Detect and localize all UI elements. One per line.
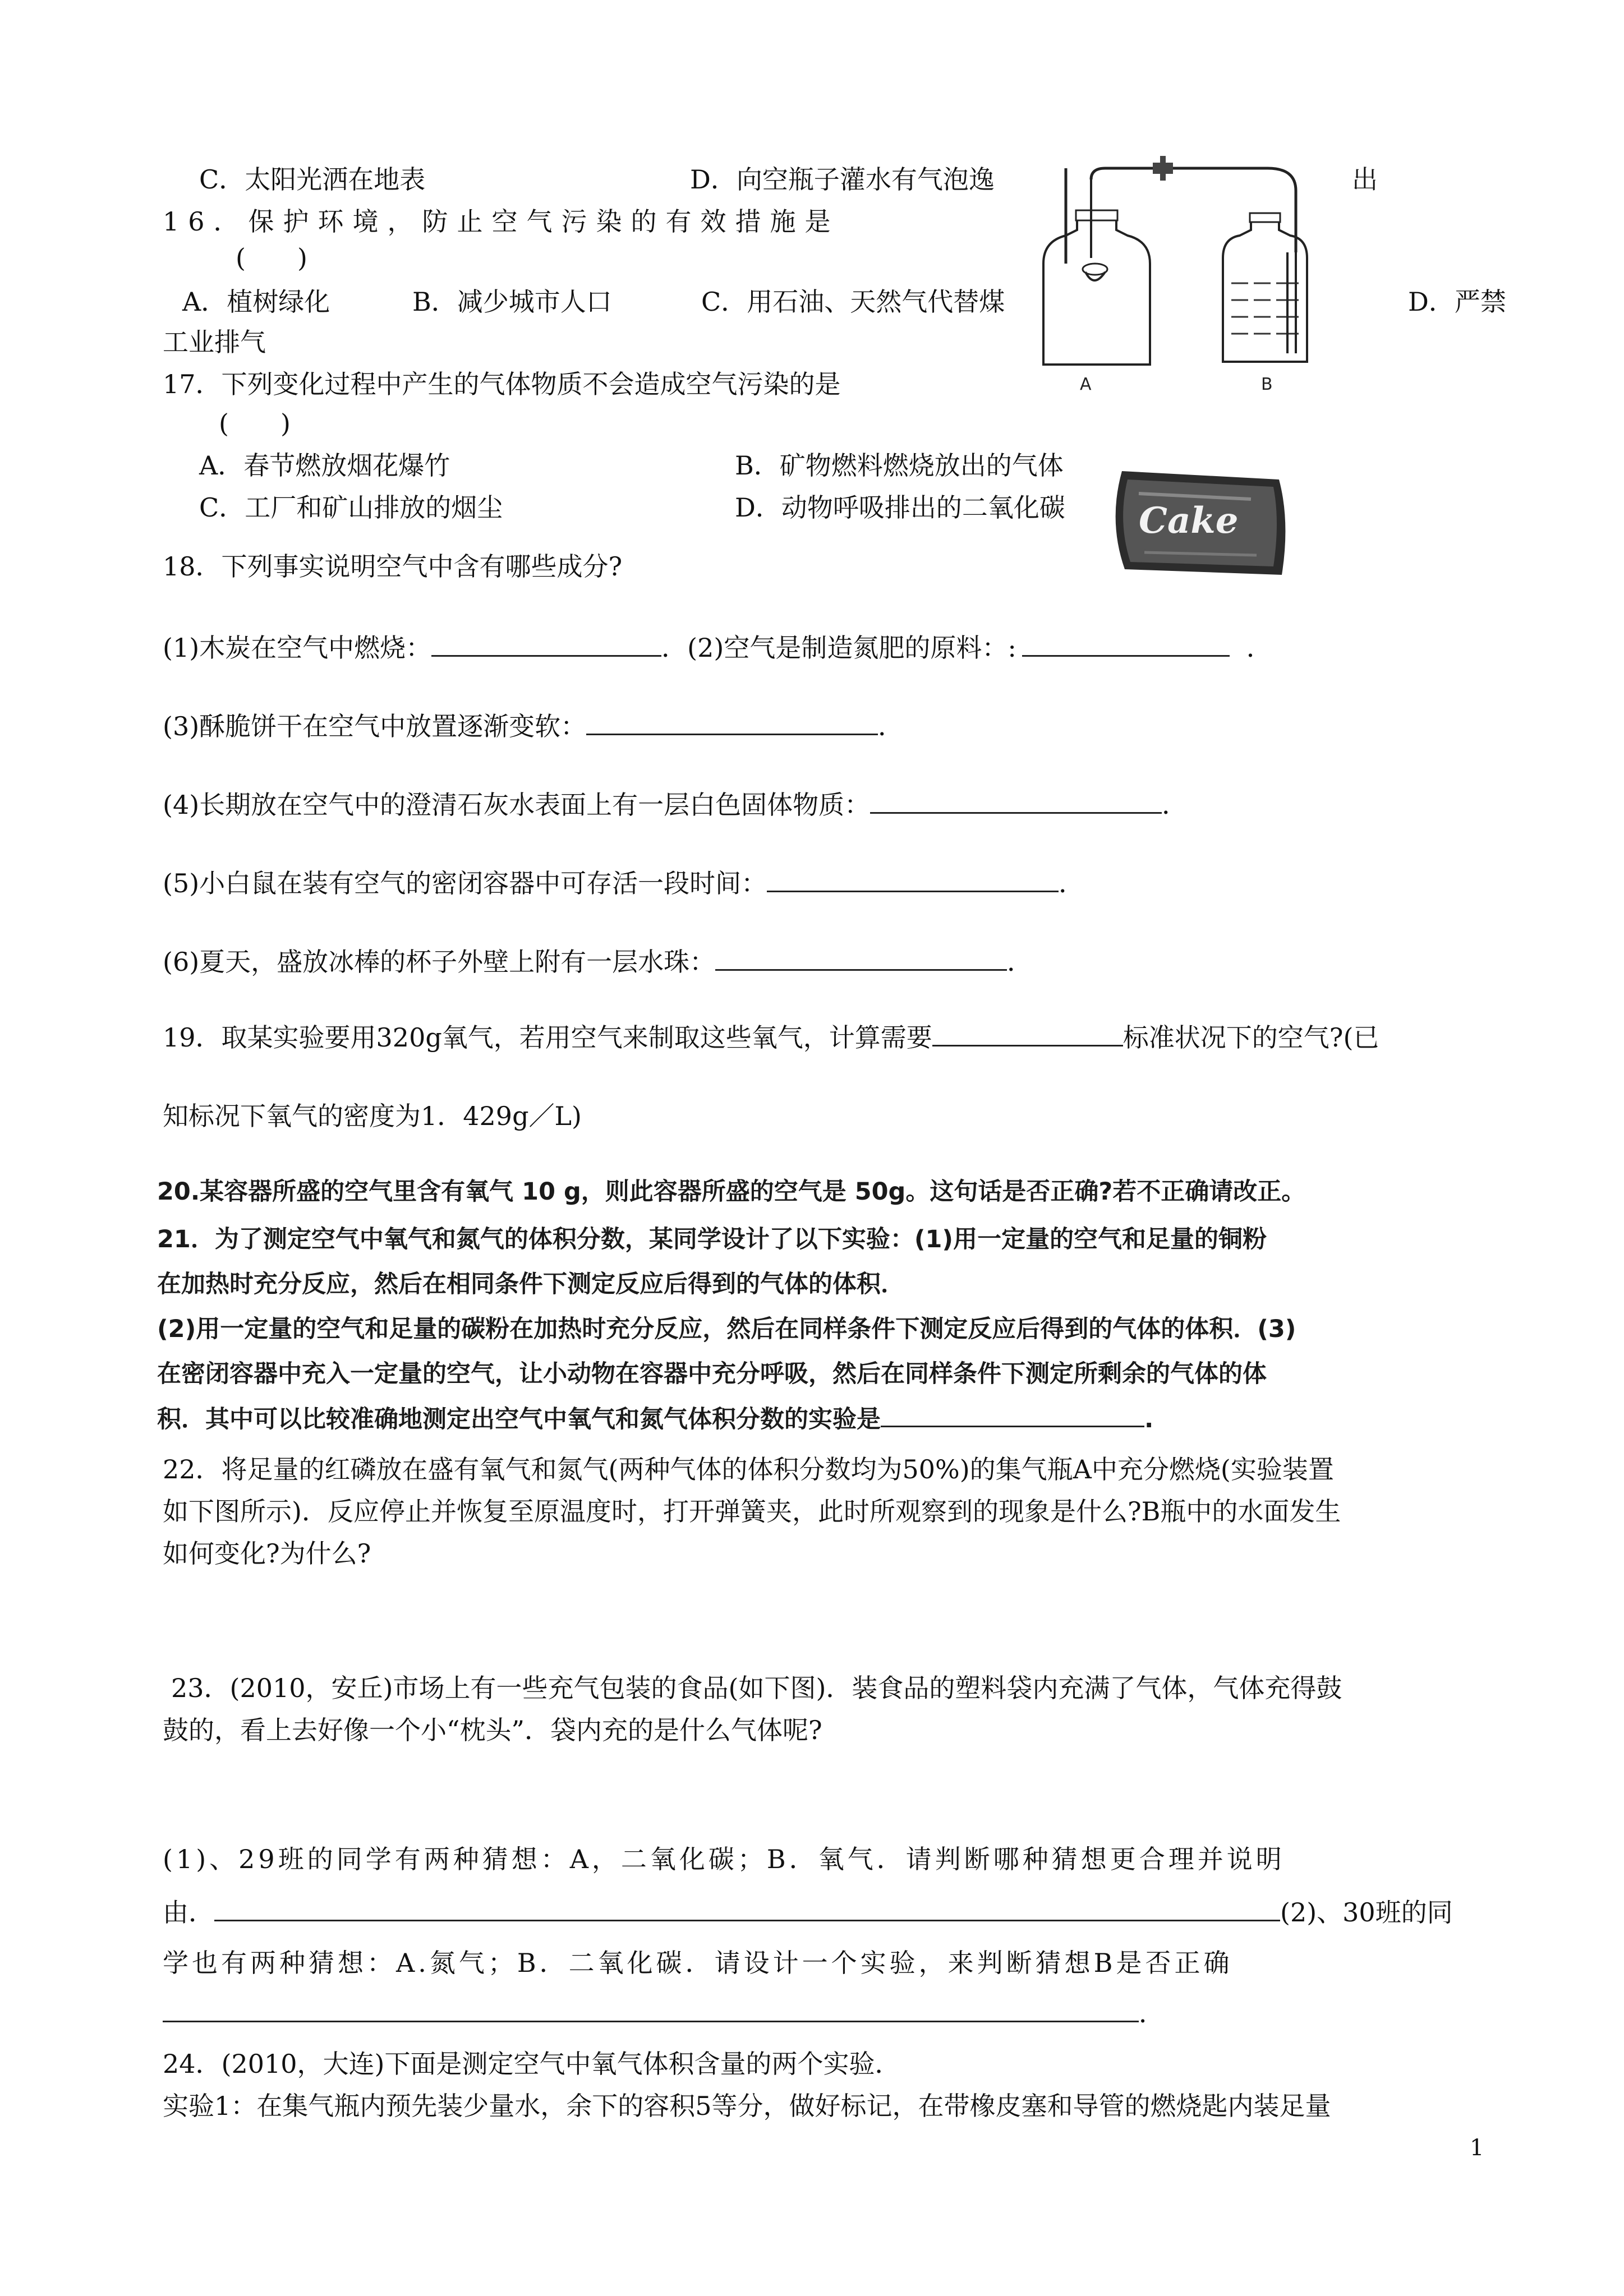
q17-paren: ( ) (219, 408, 291, 439)
q18-item4-end: ． (1162, 790, 1188, 820)
q16-option-d: D．严禁 (1408, 287, 1506, 317)
q22-line2: 如下图所示)．反应停止并恢复至原温度时，打开弹簧夹，此时所观察到的现象是什么?B瓶中的水面发生 (163, 1496, 1341, 1527)
q21-line5-end: . (1144, 1405, 1154, 1433)
q18-item2-end: ． (1246, 633, 1272, 663)
q18-item3-blank[interactable] (586, 710, 878, 735)
q18-item4-text: (4)长期放在空气中的澄清石灰水表面上有一层白色固体物质： (163, 790, 871, 820)
q18-item3-text: (3)酥脆饼干在空气中放置逐渐变软： (163, 711, 587, 741)
q24-line2: 实验1：在集气瓶内预先装少量水，余下的容积5等分，做好标记，在带橡皮塞和导管的燃烧匙内装足量 (163, 2091, 1331, 2121)
q24-line1: 24．(2010，大连)下面是测定空气中氧气体积含量的两个实验． (163, 2049, 901, 2079)
q16-stem: 16．保护环境，防止空气污染的有效措施是 (163, 206, 840, 237)
q21-line2: 在加热时充分反应，然后在相同条件下测定反应后得到的气体的体积． (157, 1270, 905, 1298)
q18-item5 (163, 866, 1084, 900)
q21-line5 (157, 1402, 1153, 1436)
bag-logo-text: Cake (1139, 500, 1239, 542)
page-number: 1 (1470, 2135, 1484, 2161)
q18-item6-blank[interactable] (715, 946, 1007, 971)
apparatus-figure (1032, 151, 1380, 398)
bottle-a-label: A (1080, 375, 1092, 394)
q15-option-c: C．太阳光洒在地表 (199, 164, 426, 195)
q19-line1 (163, 1021, 1379, 1054)
q20-text: 20.某容器所盛的空气里含有氧气 10 g，则此容器所盛的空气是 50g。这句话是否正确?若不正确请改正。 (157, 1178, 1306, 1206)
q18-item1 (163, 631, 1272, 665)
q15-option-d-tail: 出 (1352, 164, 1378, 195)
q18-item2-blank[interactable] (1022, 631, 1230, 657)
q18-item5-text: (5)小白鼠在装有空气的密闭容器中可存活一段时间： (163, 868, 767, 898)
q23-line6-end: ． (1139, 1998, 1165, 2028)
q23-line6 (163, 1997, 1165, 2030)
q19-line1-tail: 标准状况下的空气?(已 (1122, 1022, 1379, 1053)
q16-option-b: B．减少城市人口 (412, 287, 612, 317)
q21-line5-text: 积．其中可以比较准确地测定出空气中氧气和氮气体积分数的实验是 (157, 1405, 881, 1433)
q18-item4 (163, 788, 1188, 822)
q23-line3: (1)、29班的同学有两种猜想：A，二氧化碳；B．氧气．请判断哪种猜想更合理并说明 (163, 1844, 1285, 1874)
q18-item3 (163, 709, 904, 743)
q23-line2: 鼓的，看上去好像一个小“枕头”．袋内充的是什么气体呢? (163, 1715, 822, 1745)
q23-experiment-blank[interactable] (163, 1997, 1139, 2022)
q23-line1: 23．(2010，安丘)市场上有一些充气包装的食品(如下图)．装食品的塑料袋内充满了气体，气体充得鼓 (171, 1673, 1342, 1703)
q22-line1: 22．将足量的红磷放在盛有氧气和氮气(两种气体的体积分数均为50%)的集气瓶A中充分燃烧(实验装置 (163, 1454, 1334, 1484)
q16-option-c: C．用石油、天然气代替煤 (701, 287, 1005, 317)
q18-item4-blank[interactable] (870, 789, 1162, 814)
q22-line3: 如何变化?为什么? (163, 1538, 371, 1569)
q17-stem: 17．下列变化过程中产生的气体物质不会造成空气污染的是 (163, 369, 841, 399)
q21-blank[interactable] (881, 1402, 1144, 1427)
q16-option-d-cont: 工业排气 (163, 327, 266, 357)
q18-item6 (163, 945, 1033, 979)
q23-reason-blank[interactable] (214, 1896, 1280, 1921)
q18-item6-text: (6)夏天，盛放冰棒的杯子外壁上附有一层水珠： (163, 947, 716, 977)
bottle-b-label: B (1261, 375, 1273, 394)
q21-line4: 在密闭容器中充入一定量的空气，让小动物在容器中充分呼吸，然后在同样条件下测定所剩余的气体的体 (157, 1360, 1267, 1388)
q21-line3: (2)用一定量的空气和足量的碳粉在加热时充分反应，然后在同样条件下测定反应后得到的气体的体积．(3) (157, 1315, 1296, 1343)
q18-item1-text: (1)木炭在空气中燃烧： (163, 633, 432, 663)
q19-line1-text: 19．取某实验要用320g氧气，若用空气来制取这些氧气，计算需要 (163, 1022, 932, 1053)
q17-option-d: D．动物呼吸排出的二氧化碳 (735, 492, 1065, 523)
q18-item5-blank[interactable] (767, 867, 1059, 892)
q17-option-c: C．工厂和矿山排放的烟尘 (199, 492, 503, 523)
q18-stem: 18．下列事实说明空气中含有哪些成分? (163, 551, 623, 582)
q19-line2: 知标况下氧气的密度为1．429g／L) (163, 1101, 582, 1131)
q16-paren: ( ) (236, 243, 307, 273)
q23-line4-text: 由． (163, 1897, 214, 1928)
snack-bag-figure (1105, 460, 1290, 589)
q23-line5: 学也有两种猜想：A.氮气；B．二氧化碳．请设计一个实验，来判断猜想B是否正确 (163, 1948, 1233, 1978)
q21-line1: 21．为了测定空气中氧气和氮气的体积分数，某同学设计了以下实验：(1)用一定量的空气和足量的铜粉 (157, 1225, 1267, 1253)
q23-line4 (163, 1896, 1453, 1929)
q18-item1-blank[interactable] (431, 631, 661, 657)
q17-option-a: A．春节燃放烟花爆竹 (199, 450, 450, 481)
q17-option-b: B．矿物燃料燃烧放出的气体 (735, 450, 1064, 481)
q18-item3-end: ． (878, 711, 904, 741)
q18-item5-end: ． (1059, 868, 1085, 898)
q19-blank[interactable] (932, 1021, 1123, 1046)
q18-item6-end: ． (1007, 947, 1033, 977)
q15-option-d: D．向空瓶子灌水有气泡逸 (690, 164, 995, 195)
q16-option-a: A．植树绿化 (182, 287, 330, 317)
q23-line4-tail: (2)、30班的同 (1280, 1897, 1453, 1928)
q18-item2-text: ．(2)空气是制造氮肥的原料：: (661, 633, 1016, 663)
